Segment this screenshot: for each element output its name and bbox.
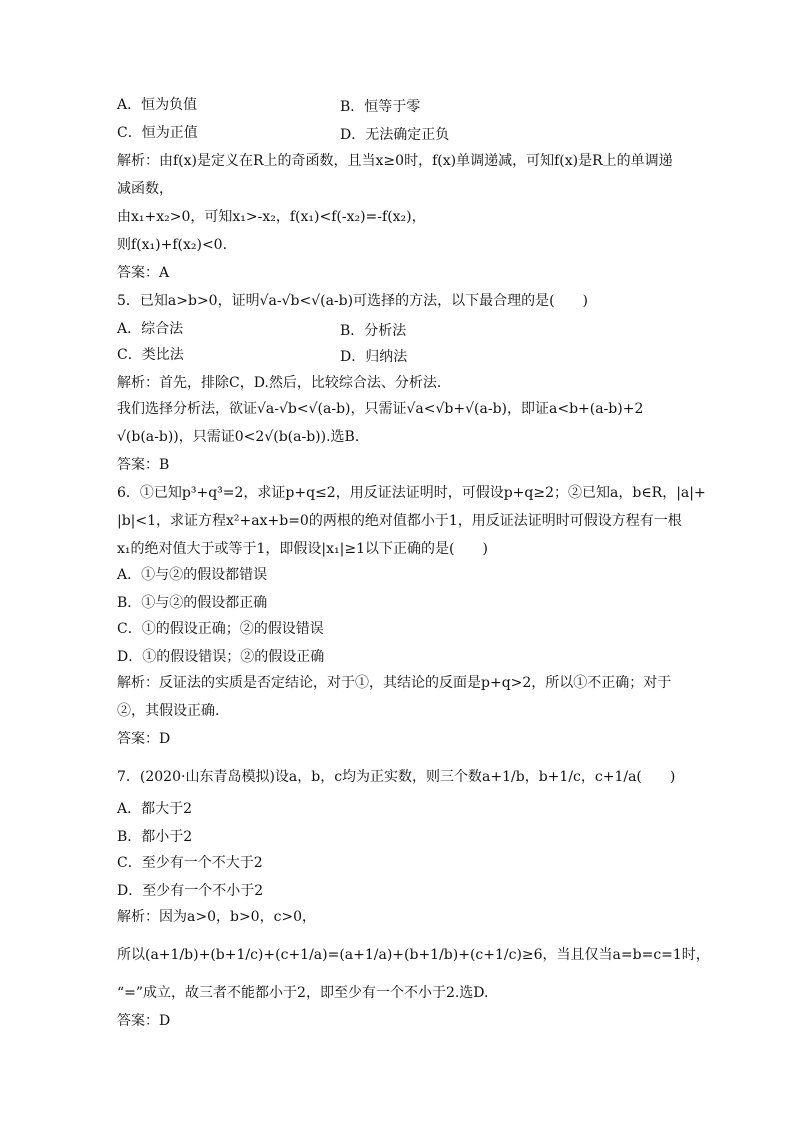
q6-solution-line-2: ②，其假设正确. [117,703,220,719]
q7-solution-line-3: “=”成立，故三者不能都小于2，即至少有一个不小于2.选D. [117,985,489,1001]
q6-answer: 答案：D [117,731,171,747]
q5-answer: 答案：B [117,457,170,473]
q5-option-d: D．归纳法 [340,349,408,365]
q4-solution-line-3: 由x₁+x₂>0，可知x₁>-x₂，f(x₁)<f(-x₂)=-f(x₂)， [117,209,426,225]
q7-option-b: B．都小于2 [117,829,193,845]
q6-solution-line-1: 解析：反证法的实质是否定结论，对于①，其结论的反面是p+q>2，所以①不正确；对于 [117,675,672,691]
q5-solution-line-1: 解析：首先，排除C，D.然后，比较综合法、分析法. [117,375,442,391]
q7-option-c: C．至少有一个不大于2 [117,855,263,871]
q4-solution-line-1: 解析：由f(x)是定义在R上的奇函数，且当x≥0时，f(x)单调递减，可知f(x)是R上的单调递 [117,153,673,169]
q6-stem-line-3: x₁的绝对值大于或等于1，即假设|x₁|≥1以下正确的是( ) [117,541,488,557]
q5-option-c: C．类比法 [117,347,184,363]
q6-stem-line-1: 6．①已知p³+q³=2，求证p+q≤2，用反证法证明时，可假设p+q≥2；②已知a，b∈R，|a|+ [117,485,706,501]
q7-stem: 7．(2020·山东青岛模拟)设a，b，c均为正实数，则三个数a+1/b，b+1/c，c+1/a( ) [117,769,676,785]
q5-solution-line-3: √(b(a-b))，只需证0<2√(b(a-b)).选B. [117,429,360,445]
q7-option-d: D．至少有一个不小于2 [117,883,264,899]
q6-option-a: A．①与②的假设都错误 [117,567,268,583]
q4-answer: 答案：A [117,265,170,281]
q6-stem-line-2: |b|<1，求证方程x²+ax+b=0的两根的绝对值都小于1，用反证法证明时可假设方程有一根 [117,513,682,529]
q4-option-c: C．恒为正值 [117,125,198,141]
q5-option-a: A．综合法 [117,321,184,337]
q5-solution-line-2: 我们选择分析法，欲证√a-√b<√(a-b)，只需证√a<√b+√(a-b)，即证a<b+(a-b)+2 [117,401,644,417]
q7-solution-line-2: 所以(a+1/b)+(b+1/c)+(c+1/a)=(a+1/a)+(b+1/b)+(c+1/c)≥6，当且仅当a=b=c=1时， [117,947,710,963]
q5-option-b: B．分析法 [340,323,407,339]
q4-solution-line-2: 减函数， [117,181,173,197]
q6-option-b: B．①与②的假设都正确 [117,595,268,611]
q4-solution-line-4: 则f(x₁)+f(x₂)<0. [117,237,228,253]
q7-answer: 答案：D [117,1013,171,1029]
q5-stem: 5．已知a>b>0，证明√a-√b<√(a-b)可选择的方法，以下最合理的是( ) [117,293,589,309]
q6-option-c: C．①的假设正确；②的假设错误 [117,621,324,637]
q4-option-a: A．恒为负值 [117,97,198,113]
q6-option-d: D．①的假设错误；②的假设正确 [117,649,325,665]
q7-solution-line-1: 解析：因为a>0，b>0，c>0， [117,909,317,925]
q4-option-d: D．无法确定正负 [340,127,450,143]
q4-option-b: B．恒等于零 [340,99,421,115]
q7-option-a: A．都大于2 [117,801,193,817]
